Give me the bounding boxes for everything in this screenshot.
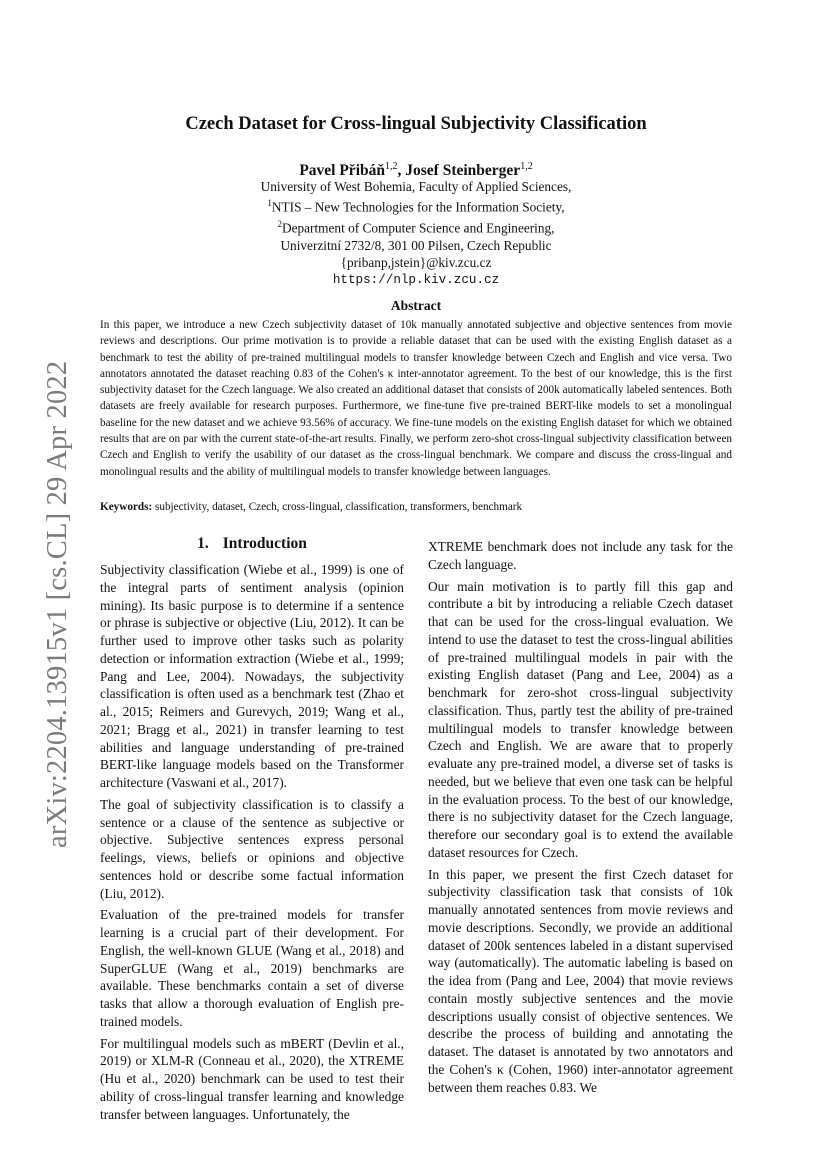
paragraph: Our main motivation is to partly fill this gap and contribute a bit by introducing a reliable Czech dataset that can be used for the cross-lingual evaluation. We intend to use the dataset to test the cross-lingual abilities of pre-trained multilingual models in pair with the existing English dataset (Pang and Lee, 2004) as a benchmark for zero-shot cross-lingual subjectivity classification. Thus, partly test the ability of pre-trained multilingual models to transfer knowledge between Czech and English. We are aware that to properly evaluate any pre-trained model, a diverse set of tasks is needed, but we believe that even one task can be helpful in the evaluation process. To the best of our knowledge, there is no subjectivity dataset for the Czech language, therefore our secondary goal is to extend the available dataset resources for Czech. <box>428 578 733 860</box>
affiliation-line <box>100 195 732 216</box>
section-number: 1. <box>197 535 209 552</box>
paragraph: For multilingual models such as mBERT (Devlin et al., 2019) or XLM-R (Conneau et al., 2020), the XTREME (Hu et al., 2020) benchmark can be used to test their ability of cross-lingual transfer learning and knowledge transfer between languages. Unfortunately, the <box>100 1035 404 1122</box>
author-affiliation-marker: 1,2 <box>385 161 398 172</box>
author-separator: , <box>397 162 406 180</box>
author-name: Josef Steinberger <box>405 162 521 180</box>
affiliation-block <box>100 178 732 289</box>
affiliation-text: Department of Computer Science and Engineering, <box>282 220 555 236</box>
paragraph: The goal of subjectivity classification is to classify a sentence or a clause of the sentence as subjective or objective. Subjective sentences express personal feelings, views, beliefs or opinions and objective sentences hold or describe some factual information (Liu, 2012). <box>100 796 404 901</box>
keywords-text: subjectivity, dataset, Czech, cross-lingual, classification, transformers, benchmark <box>152 501 523 513</box>
paragraph: In this paper, we present the first Czech dataset for subjectivity classification task that consists of 10k manually annotated sentences from movie reviews and movie descriptions. Secondly, we provide an additional dataset of 200k sentences labeled in a distant supervised way (automatically). The automatic labeling is based on the idea from (Pang and Lee, 2004) that movie reviews contain mostly subjective sentences and the movie descriptions usually consist of objective sentences. We describe the process of building and annotating the dataset. The dataset is annotated by two annotators and the Cohen's κ (Cohen, 1960) inter-annotator agreement between them reaches 0.83. We <box>428 866 733 1095</box>
left-column <box>100 561 404 1127</box>
affiliation-line: Univerzitní 2732/8, 301 00 Pilsen, Czech Republic <box>280 238 552 254</box>
affiliation-line: University of West Bohemia, Faculty of Applied Sciences, <box>260 179 572 194</box>
lab-url[interactable]: https://nlp.kiv.zcu.cz <box>332 272 500 287</box>
abstract-text: In this paper, we introduce a new Czech subjectivity dataset of 10k manually annotated subjective and objective sentences from movie reviews and descriptions. Our prime motivation is to provide a reliable dataset that can be used with the existing English dataset as a benchmark to test the ability of pre-trained multilingual models to transfer knowledge between Czech and English and vice versa. Two annotators annotated the dataset reaching 0.83 of the Cohen's κ inter-annotator agreement. To the best of our knowledge, this is the first subjectivity dataset for the Czech language. We also created an additional dataset that consists of 200k automatically labeled sentences. Both datasets are freely available for research purposes. Furthermore, we fine-tune five pre-trained BERT-like models to set a monolingual baseline for the new dataset and we achieve 93.56% of accuracy. We fine-tune models on the existing English dataset for which we obtained results that are on par with the current state-of-the-art results. Finally, we perform zero-shot cross-lingual subjectivity classification between Czech and English to verify the usability of our dataset as the cross-lingual benchmark. We compare and discuss the cross-lingual and monolingual results and the ability of multilingual models to transfer knowledge between languages. <box>100 319 732 478</box>
author-email: {pribanp,jstein}@kiv.zcu.cz <box>340 255 492 271</box>
paragraph: Subjectivity classification (Wiebe et al., 1999) is one of the integral parts of sentiment analysis (opinion mining). Its basic purpose is to determine if a sentence or phrase is subjective or objective (Liu, 2012). It can be further used to improve other tasks such as polarity detection or information extraction (Wiebe et al., 1999; Pang and Lee, 2004). Nowadays, the subjectivity classification is often used as a benchmark test (Zhao et al., 2015; Reimers and Gurevych, 2019; Wang et al., 2021; Bragg et al., 2021) in transfer learning to test abilities and language understanding of pre-trained BERT-like language models based on the Transformer architecture (Vaswani et al., 2017). <box>100 562 404 790</box>
affiliation-line <box>100 216 732 237</box>
abstract-heading: Abstract <box>390 298 442 313</box>
section-heading <box>100 535 404 553</box>
affiliation-marker: 1 <box>267 198 272 209</box>
keywords-line <box>100 499 732 515</box>
section-title: Introduction <box>222 535 307 552</box>
keywords-label: Keywords: <box>100 501 153 513</box>
paragraph: XTREME benchmark does not include any task for the Czech language. <box>428 539 733 572</box>
author-affiliation-marker: 1,2 <box>520 161 533 172</box>
paragraph: Evaluation of the pre-trained models for transfer learning is a crucial part of their development. For English, the well-known GLUE (Wang et al., 2018) and SuperGLUE (Wang et al., 2019) benchmarks are available. These benchmarks contain a set of diverse tasks that allow a thorough evaluation of English pre-trained models. <box>100 907 404 1029</box>
affiliation-text: NTIS – New Technologies for the Information Society, <box>271 199 565 215</box>
author-name: Pavel Přibáň <box>299 162 385 180</box>
right-column <box>428 538 733 1100</box>
paper-title: Czech Dataset for Cross-lingual Subjectivity Classification <box>185 114 647 134</box>
affiliation-marker: 2 <box>277 219 282 230</box>
